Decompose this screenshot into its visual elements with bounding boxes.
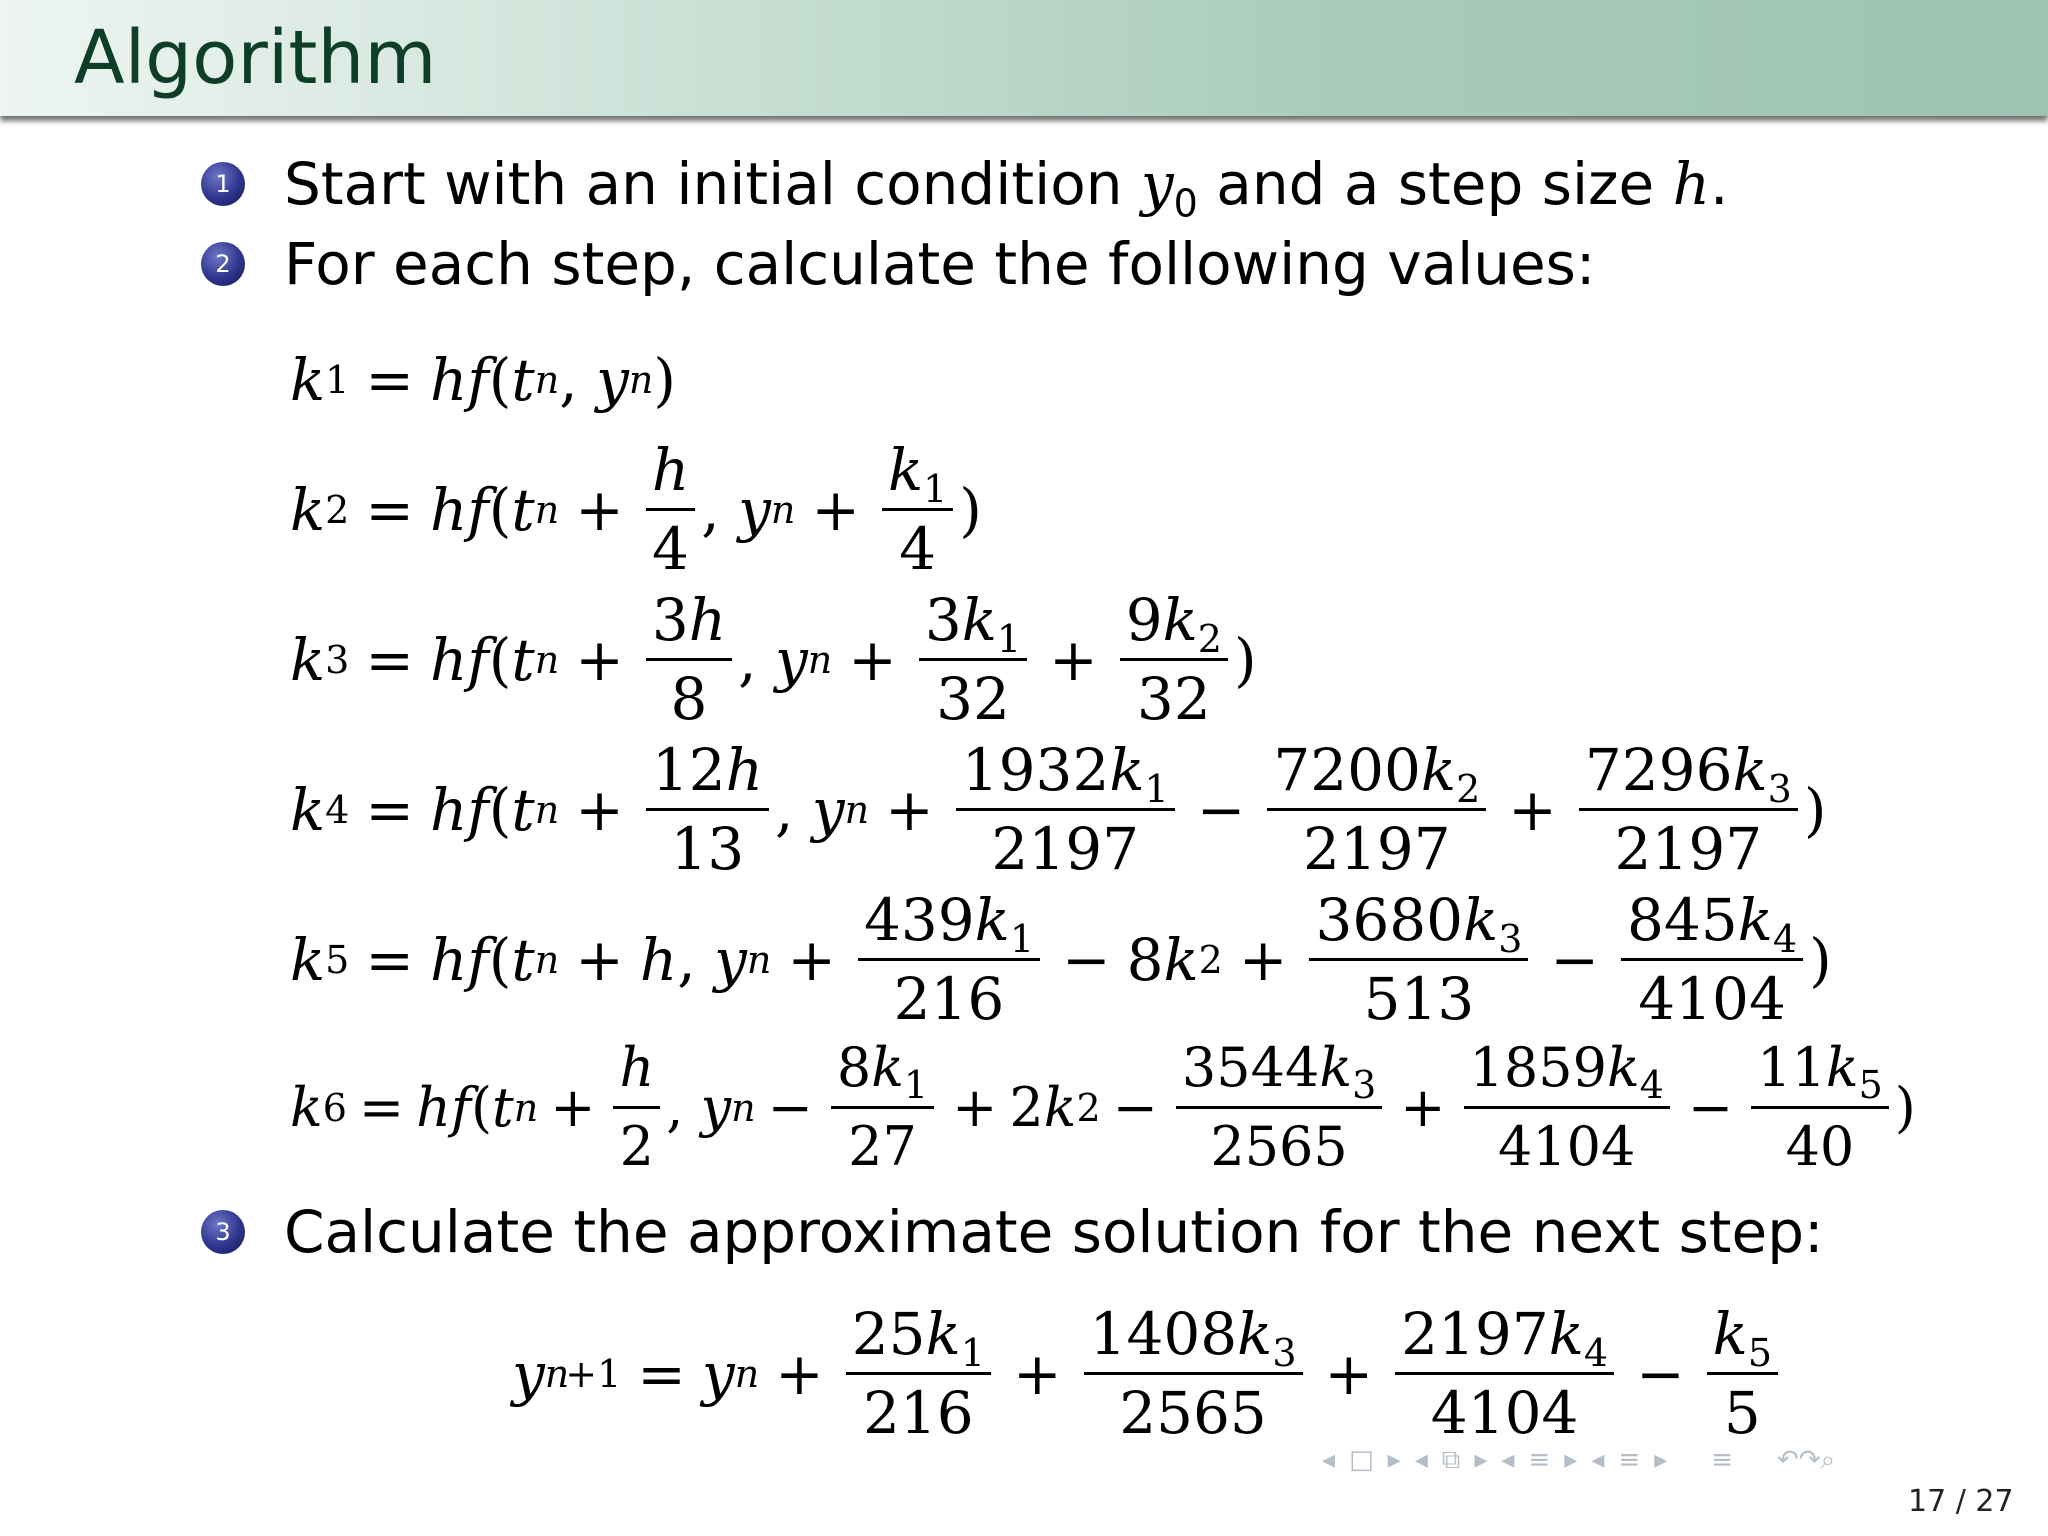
step-number-badge: 3 xyxy=(201,1210,245,1254)
equation-k1: k 1 = hf ( t n , y n ) xyxy=(290,346,676,414)
step-number-badge: 2 xyxy=(201,242,245,286)
equation-k3: k 3 = hf ( t n + $\frac{3h}{8}$ , y n + $\frac{3k_1}{32}$ + $\frac{9k_2}{32}$ ) xyxy=(290,582,1257,737)
navigation-bar xyxy=(1322,1440,2032,1480)
frame-icon[interactable]: □ xyxy=(1349,1445,1374,1475)
equation-k4: k 4 = hf ( t n + $\frac{12h}{13}$ , y n + $\frac{1932k_1}{2197}$ − $\frac{7200k_2}{2197}$ + $\frac{7296k_3}{2197}$ ) xyxy=(290,732,1826,887)
step-number-badge: 1 xyxy=(201,162,245,206)
arrow-right-icon[interactable]: ▸ xyxy=(1564,1445,1578,1475)
page-number: 17 / 27 xyxy=(1908,1484,2014,1519)
arrow-left-icon[interactable]: ◂ xyxy=(1322,1445,1336,1475)
equation-k6: k 6 = hf ( t n + $\frac{h}{2}$ , y n − $\frac{8k_1}{27}$ + 2 k 2 − $\frac{3544k_3}{2565}$ + $\frac{1859k_4}{4104}$ − $\frac{11k_5}{40}$ ) xyxy=(290,1030,1916,1185)
section-icon[interactable]: ≡ xyxy=(1618,1445,1641,1475)
arrow-left-icon[interactable]: ◂ xyxy=(1501,1445,1515,1475)
subsection-icon[interactable]: ⧉ xyxy=(1441,1444,1461,1475)
slide-title: Algorithm xyxy=(74,15,437,101)
arrow-left-icon[interactable]: ◂ xyxy=(1591,1445,1605,1475)
equation-k5: k 5 = hf ( t n + h , y n + $\frac{439k_1}{216}$ − 8 k 2 + $\frac{3680k_3}{513}$ − $\frac{845k_4}{4104}$ ) xyxy=(290,882,1832,1037)
arrow-right-icon[interactable]: ▸ xyxy=(1387,1445,1401,1475)
step-text: Calculate the approximate solution for the next step: xyxy=(284,1198,1824,1266)
equation-y-next: y n +1 = y n + $\frac{25k_1}{216}$ + $\frac{1408k_3}{2565}$ + $\frac{2197k_4}{4104}$ − $\frac{k_5}{5}$ xyxy=(512,1296,1784,1451)
arrow-right-icon[interactable]: ▸ xyxy=(1654,1445,1668,1475)
section-icon[interactable]: ≡ xyxy=(1528,1445,1551,1475)
align-icon[interactable]: ≡ xyxy=(1711,1445,1734,1475)
slide-header xyxy=(0,0,2048,116)
equation-k2: k 2 = hf ( t n + $\frac{h}{4}$ , y n + $\frac{k_1}{4}$ ) xyxy=(290,432,982,587)
arrow-left-icon[interactable]: ◂ xyxy=(1414,1445,1428,1475)
search-icon[interactable]: ↶↷⌕ xyxy=(1777,1444,1836,1475)
step-text: Start with an initial condition $y_0$ and a step size h. xyxy=(284,150,1729,226)
step-text: For each step, calculate the following values: xyxy=(284,230,1596,298)
arrow-right-icon[interactable]: ▸ xyxy=(1474,1445,1488,1475)
